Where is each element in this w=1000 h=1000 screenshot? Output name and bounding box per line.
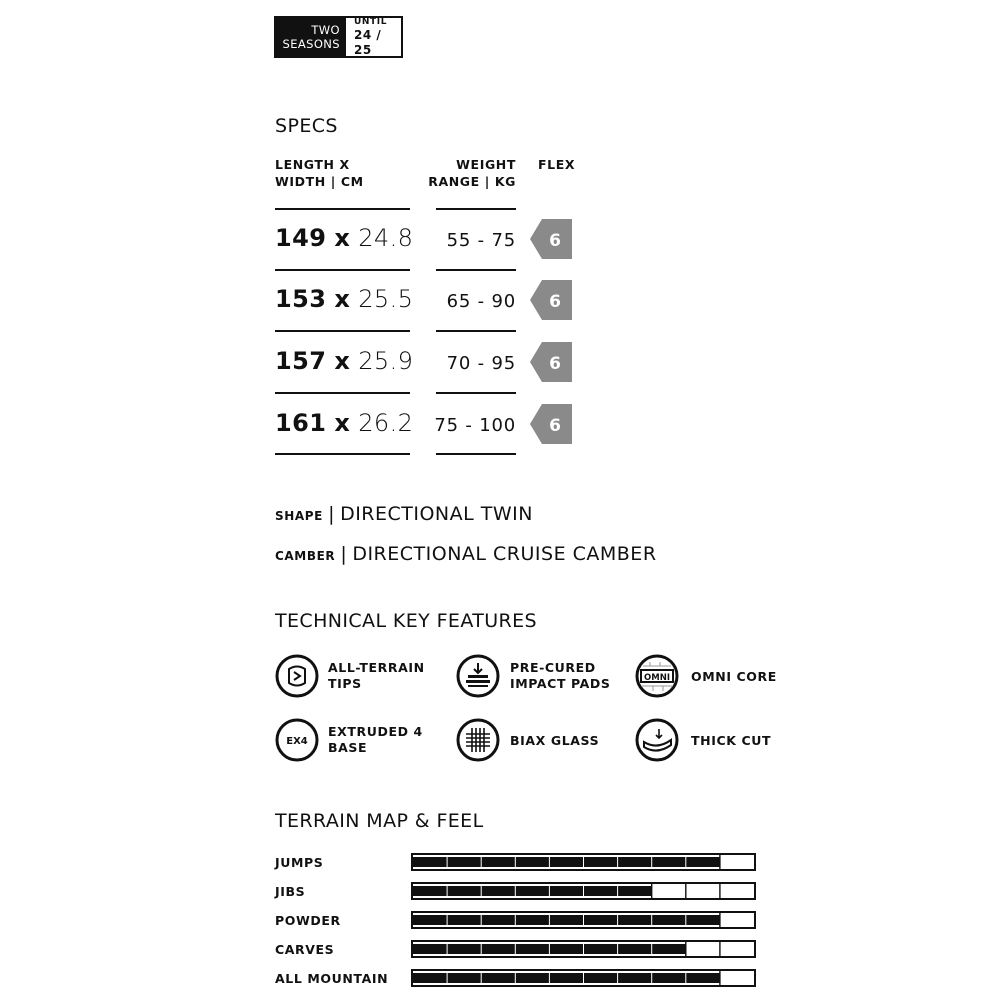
badge-left xyxy=(276,18,346,56)
terrain-bar xyxy=(411,853,756,871)
terrain-bar xyxy=(411,882,756,900)
terrain-bar xyxy=(411,969,756,987)
terrain-bar-fill xyxy=(413,915,720,925)
biax-glass-icon xyxy=(456,718,500,762)
shape-separator: | xyxy=(328,503,335,525)
badge-season-years: 24 / 25 xyxy=(354,28,382,57)
spec-times: x xyxy=(334,285,351,313)
flex-value: 6 xyxy=(549,292,561,312)
camber-separator: | xyxy=(340,543,348,565)
weight-header-line2: RANGE | KG xyxy=(428,174,516,189)
size-row-divider xyxy=(275,330,410,332)
terrain-label: POWDER xyxy=(275,913,341,928)
terrain-bar-fill xyxy=(413,973,720,983)
badge-right xyxy=(346,18,401,56)
badge-seasons: SEASONS xyxy=(282,37,340,51)
flex-rating-tag xyxy=(530,219,572,259)
weight-header-divider xyxy=(436,208,516,210)
weight-row-divider xyxy=(436,392,516,394)
spec-times: x xyxy=(334,224,351,252)
spec-width: 25.9 xyxy=(358,347,414,375)
features-title: TECHNICAL KEY FEATURES xyxy=(275,610,538,632)
weight-row-divider xyxy=(436,330,516,332)
omni-core-icon xyxy=(635,654,679,698)
terrain-label: CARVES xyxy=(275,942,335,957)
feature-label-line1: OMNI CORE xyxy=(691,669,777,684)
thick-cut-icon xyxy=(635,718,679,762)
feature-label xyxy=(691,669,777,685)
shape-label: SHAPE xyxy=(275,509,323,523)
flex-value: 6 xyxy=(549,231,561,251)
spec-width: 25.5 xyxy=(358,285,414,313)
weight-row-divider xyxy=(436,453,516,455)
terrain-title: TERRAIN MAP & FEEL xyxy=(275,810,484,832)
ex4-icon-text: EX4 xyxy=(286,736,308,747)
flex-value: 6 xyxy=(549,354,561,374)
size-header-line1: LENGTH X xyxy=(275,157,350,172)
feature-label-line1: EXTRUDED 4 xyxy=(328,724,423,739)
size-header-line2: WIDTH | CM xyxy=(275,174,364,189)
spec-times: x xyxy=(334,409,351,437)
terrain-label: JUMPS xyxy=(275,855,324,870)
weight-row-divider xyxy=(436,269,516,271)
size-row-divider xyxy=(275,269,410,271)
spec-width: 26.2 xyxy=(358,409,414,437)
spec-length: 161 xyxy=(275,409,327,437)
spec-weight: 55 - 75 xyxy=(446,230,516,251)
spec-length: 153 xyxy=(275,285,327,313)
badge-until: UNTIL xyxy=(354,17,388,27)
weight-header-line1: WEIGHT xyxy=(456,157,516,172)
terrain-label: ALL MOUNTAIN xyxy=(275,971,389,986)
spec-length: 157 xyxy=(275,347,327,375)
flex-rating-tag xyxy=(530,404,572,444)
flex-rating-tag xyxy=(530,280,572,320)
terrain-bar xyxy=(411,940,756,958)
spec-weight: 75 - 100 xyxy=(434,415,516,436)
spec-weight: 70 - 95 xyxy=(446,353,516,374)
feature-label-line1: THICK CUT xyxy=(691,733,772,748)
terrain-label: JIBS xyxy=(275,884,306,899)
size-header-divider xyxy=(275,208,410,210)
shape-value: DIRECTIONAL TWIN xyxy=(340,503,533,525)
feature-label-line2: TIPS xyxy=(328,676,362,691)
feature-label xyxy=(691,733,771,749)
spec-length: 149 xyxy=(275,224,327,252)
size-row-divider xyxy=(275,453,410,455)
flex-rating-tag xyxy=(530,342,572,382)
flex-value: 6 xyxy=(549,416,561,436)
feature-label-line1: ALL-TERRAIN xyxy=(328,660,425,675)
terrain-bar xyxy=(411,911,756,929)
camber-line xyxy=(275,543,657,565)
season-badge xyxy=(274,16,403,58)
pre-cured-impact-pads-icon xyxy=(456,654,500,698)
omni-icon-text: OMNI xyxy=(644,673,670,683)
flex-column-header: FLEX xyxy=(538,157,576,172)
shape-line xyxy=(275,503,533,525)
extruded-4-base-icon xyxy=(275,718,319,762)
feature-label xyxy=(510,660,611,692)
feature-label-line2: IMPACT PADS xyxy=(510,676,611,691)
specs-title: SPECS xyxy=(275,115,338,137)
camber-value: DIRECTIONAL CRUISE CAMBER xyxy=(352,543,657,565)
size-column-header xyxy=(275,156,364,190)
spec-width: 24.8 xyxy=(358,224,414,252)
terrain-bar-fill xyxy=(413,857,720,867)
camber-label: CAMBER xyxy=(275,549,336,563)
badge-two: TWO xyxy=(311,23,340,37)
spec-weight: 65 - 90 xyxy=(446,291,516,312)
size-row-divider xyxy=(275,392,410,394)
spec-times: x xyxy=(334,347,351,375)
feature-label xyxy=(328,724,423,756)
feature-label-line2: BASE xyxy=(328,740,368,755)
feature-label-line1: BIAX GLASS xyxy=(510,733,600,748)
feature-label-line1: PRE-CURED xyxy=(510,660,596,675)
weight-column-header xyxy=(416,156,516,190)
feature-label xyxy=(510,733,599,749)
all-terrain-tips-icon xyxy=(275,654,319,698)
feature-label xyxy=(328,660,425,692)
terrain-bar-fill xyxy=(413,886,652,896)
